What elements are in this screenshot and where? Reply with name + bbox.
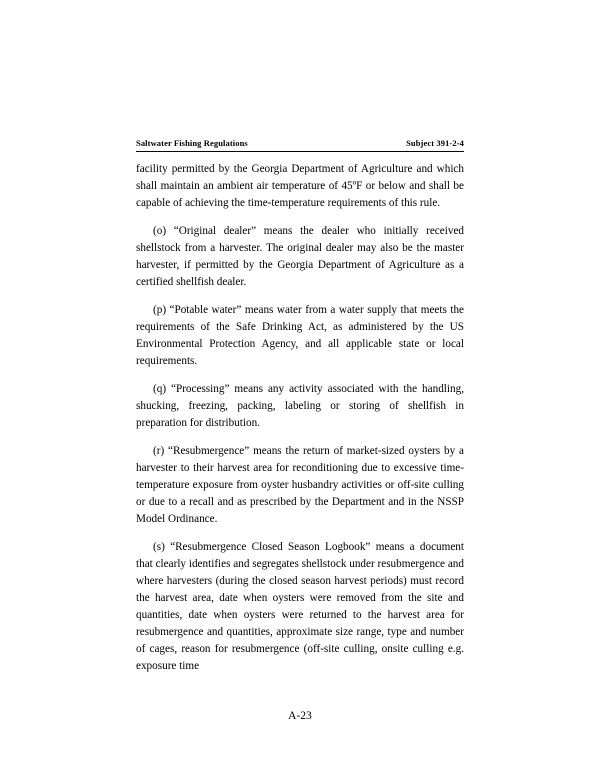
- paragraph-continuation: facility permitted by the Georgia Department of Agriculture and which shall maintain an ambient air temperature of 45ºF or below and shall be capable of achieving the time-temperature requirements of this rule.: [136, 163, 464, 210]
- page-number: A-23: [288, 710, 312, 722]
- paragraph-q: (q) “Processing” means any activity associated with the handling, shucking, freezing, packing, labeling or storing of shellfish in preparation for distribution.: [136, 383, 464, 430]
- page-content: [136, 138, 464, 675]
- paragraph-s: (s) “Resubmergence Closed Season Logbook” means a document that clearly identifies and segregates shellstock under resubmergence and where harvesters (during the closed season harvest periods) must record the harvest area, date when oysters were removed from the site and quantities, date when oysters were returned to the harvest area for resubmergence and quantities, approximate size range, type and number of cages, reason for resubmergence (off-site culling, onsite culling e.g. exposure time: [136, 541, 464, 673]
- paragraph-o: (o) “Original dealer” means the dealer who initially received shellstock from a harvester. The original dealer may also be the master harvester, if permitted by the Georgia Department of Agriculture as a certified shellfish dealer.: [136, 225, 464, 289]
- header-title-left: Saltwater Fishing Regulations: [136, 138, 248, 148]
- running-header: [136, 138, 464, 152]
- header-title-right: Subject 391-2-4: [406, 138, 464, 148]
- body-text: [136, 161, 464, 675]
- paragraph-r: (r) “Resubmergence” means the return of market-sized oysters by a harvester to their harvest area for reconditioning due to excessive time-temperature exposure from oyster husbandry activities or off-site culling or due to a recall and as prescribed by the Department and in the NSSP Model Ordinance.: [136, 445, 464, 526]
- paragraph-p: (p) “Potable water” means water from a water supply that meets the requirements of the Safe Drinking Act, as administered by the US Environmental Protection Agency, and all applicable state or local requirements.: [136, 304, 464, 368]
